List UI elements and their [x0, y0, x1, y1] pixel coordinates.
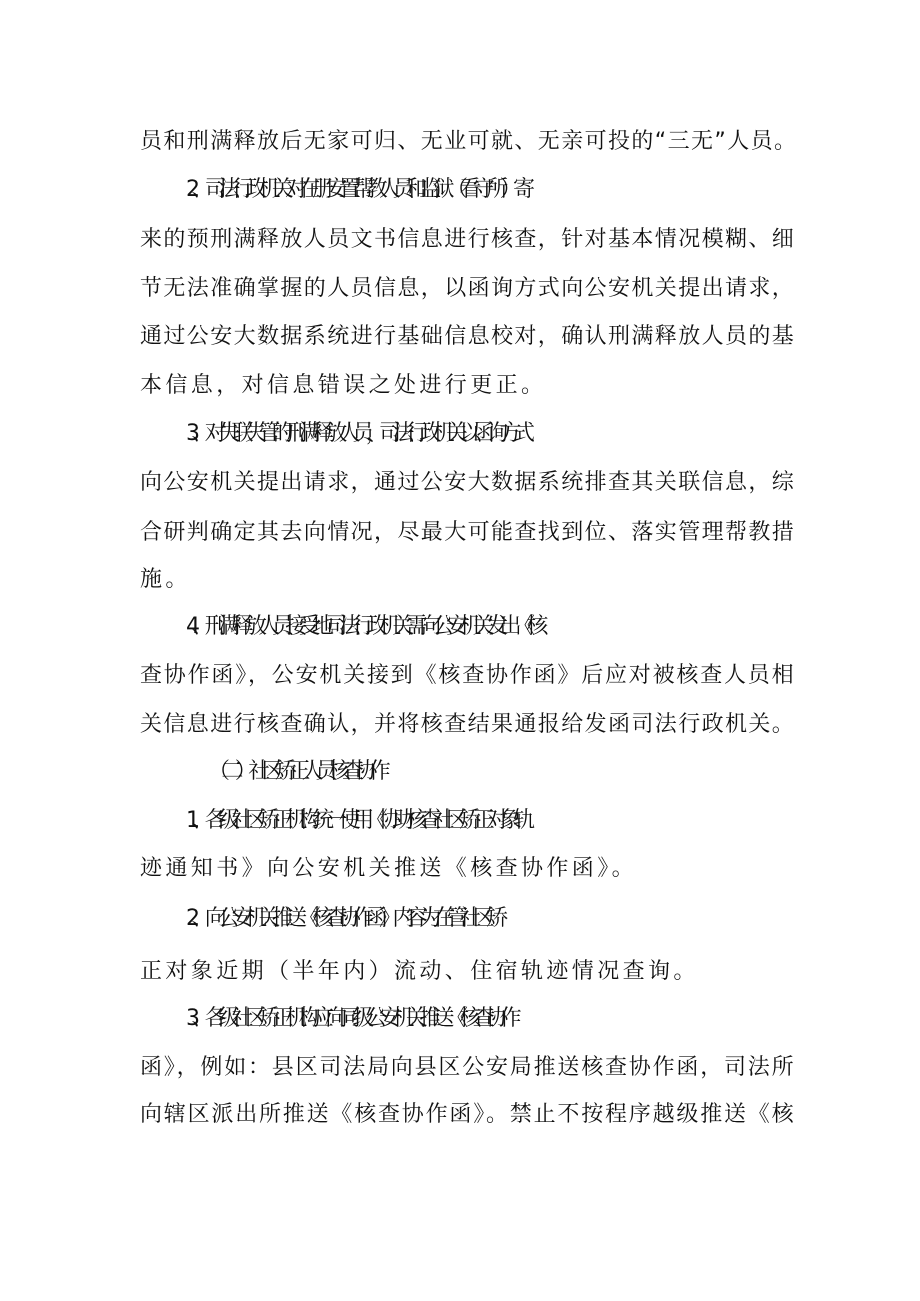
- text-line: 合研判确定其去向情况，尽最大可能查找到位、落实管理帮教措: [140, 520, 796, 545]
- text-line: 向公安机关提出请求，通过公安大数据系统排查其关联信息，综: [140, 470, 796, 495]
- text-line: 本信息，对信息错误之处进行更正。: [140, 373, 547, 398]
- paragraph-s3-start: 3、各级社区矫正机构应向同级公安机关推送《核查协作: [186, 1006, 513, 1031]
- paragraph-4-start: 4、刑满释放人员接受地司法行政机关需向公安机关发出《核: [186, 614, 540, 639]
- text-line: 员和刑满释放后无家可归、无业可就、无亲可投的“三无”人员。: [140, 129, 798, 154]
- text-line: 正对象近期（半年内）流动、住宿轨迹情况查询。: [140, 959, 699, 984]
- paragraph-2-start: 2、司法行政机关对在册安置帮教人员和监狱（看守所）寄: [186, 177, 527, 202]
- text-line: 施。: [140, 567, 191, 592]
- text-line: 查协作函》，公安机关接到《核查协作函》后应对被核查人员相: [140, 663, 796, 688]
- text-line: 函》，例如：县区司法局向县区公安局推送核查协作函，司法所: [140, 1055, 796, 1080]
- text-line: 关信息进行核查确认，并将核查结果通报给发函司法行政机关。: [140, 712, 796, 737]
- paragraph-3-start: 3、对失联失管的刑满释放人员，司法行政机关以函询方式: [186, 421, 527, 446]
- text-line: 节无法准确掌握的人员信息，以函询方式向公安机关提出请求，: [140, 276, 796, 301]
- text-line: 向辖区派出所推送《核查协作函》。禁止不按程序越级推送《核: [140, 1102, 796, 1127]
- paragraph-s1-start: 1、各级社区矫正机构统一使用《协助核查社区矫正对象轨: [186, 808, 527, 833]
- section-heading: （二）社区矫正人员核查协作: [208, 759, 383, 784]
- text-line: 迹通知书》向公安机关推送《核查协作函》。: [140, 856, 638, 881]
- text-line: 来的预刑满释放人员文书信息进行核查，针对基本情况模糊、细: [140, 227, 796, 252]
- paragraph-s2-start: 2、向公安机关推送《核查协作函》内容为在管社区矫: [186, 906, 500, 931]
- text-line: 通过公安大数据系统进行基础信息校对，确认刑满释放人员的基: [140, 324, 796, 349]
